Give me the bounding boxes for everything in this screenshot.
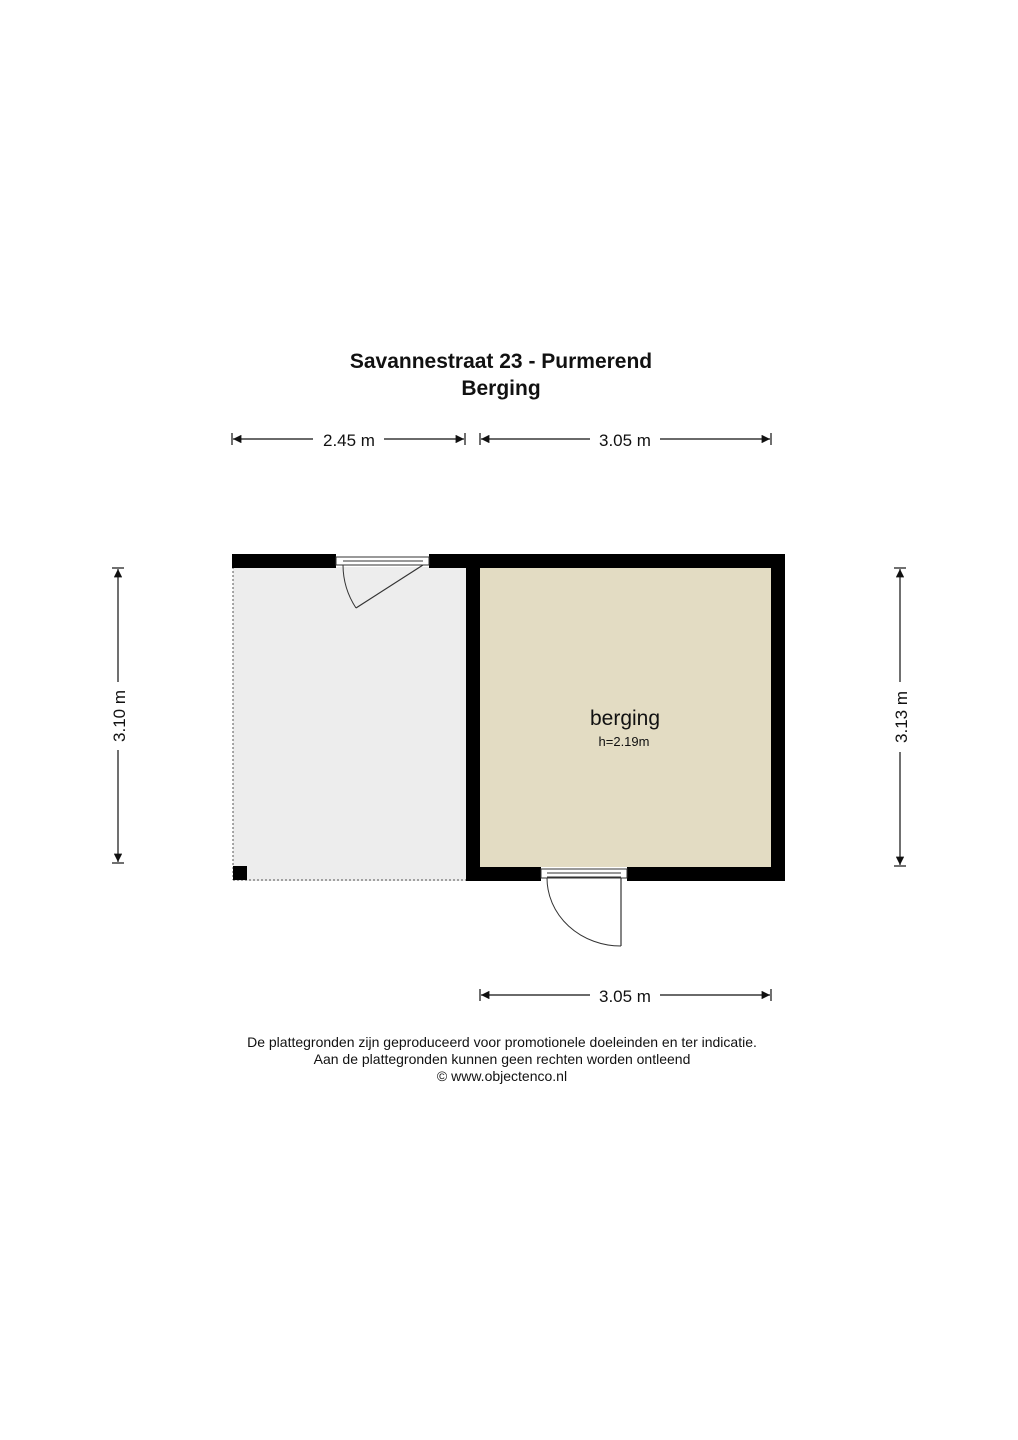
wall-bottom-right [627, 867, 785, 881]
corner-post [233, 866, 247, 880]
wall-bottom-left [466, 867, 541, 881]
plan-title: Savannestraat 23 - Purmerend [349, 350, 653, 373]
plan-subtitle: Berging [461, 377, 541, 400]
dimension-top-left [232, 431, 465, 450]
room-name: berging [589, 707, 661, 730]
wall-top-right [429, 554, 785, 568]
door-bottom [541, 869, 627, 946]
wall-top-left [232, 554, 336, 568]
dimension-label-top-left: 2.45 m [323, 431, 375, 450]
wall-right [771, 554, 785, 881]
dimension-label-top-right: 3.05 m [599, 431, 651, 450]
dimension-label-right: 3.13 m [892, 691, 911, 743]
dimension-label-left: 3.10 m [110, 690, 129, 742]
dimension-top-right [480, 431, 771, 450]
dimension-left [110, 568, 129, 863]
copyright-link[interactable]: © www.objectenco.nl [436, 1068, 568, 1084]
dimension-label-bottom: 3.05 m [599, 987, 651, 1006]
dimension-right [892, 568, 911, 866]
wall-left [466, 554, 480, 881]
dimension-bottom [480, 987, 771, 1006]
disclaimer-line-2: Aan de plattegronden kunnen geen rechten worden ontleend [313, 1051, 691, 1067]
outdoor-area [233, 567, 466, 881]
room-height: h=2.19m [598, 734, 650, 749]
disclaimer-line-1: De plattegronden zijn geproduceerd voor promotionele doeleinden en ter indicatie. [247, 1034, 757, 1050]
